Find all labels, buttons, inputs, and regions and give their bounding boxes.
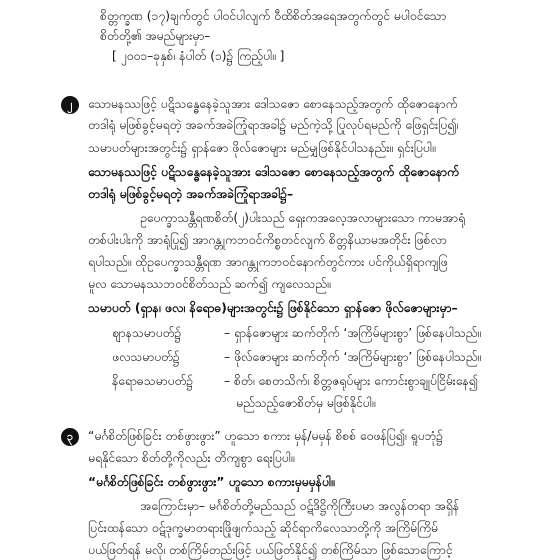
samapatti-desc: – ရှာန်ဇောများ ဆက်တိုက် ‘အကြိမ်များစွာ’ ဖြစ်နေပါသည်။ xyxy=(224,326,482,340)
answer-heading-line-1: သောမနဿဖြင့် ပဋိသန္ဓေနေခဲ့သူအား ဒေါသဇော စောနေသည့်အတွက် ထိုဇောနောက် xyxy=(88,165,459,179)
answer-heading: “မင်္ဂစိတ်ဖြစ်ခြင်း တစ်ဖွားဖွား” ဟူသော စကားမှမမှန်ပါ။ xyxy=(88,475,335,489)
question-line-2: မရနိုင်သော စိတ်တို့ကိုလည်း တိကျစွာ ရေးပြပါ။ xyxy=(88,451,295,465)
question-number-badge: ၂ xyxy=(61,96,79,114)
samapatti-desc-continued: မည်သည့်ဇောစိတ်မှ မဖြစ်နိုင်ပါ။ xyxy=(236,396,376,410)
paragraph-line-1: အကြောင်းမှာ– မင်္ဂစိတ်တို့မည်သည် ဝဋ်ဒိဋ္ဌိကိုကြီးပမာ အလွန်တရာ အရှိန် xyxy=(140,499,460,513)
question-line-1: “မင်္ဂစိတ်ဖြစ်ခြင်း တစ်ဖွားဖွား” ဟူသော စကား မှန်/မမှန် စိစစ် ဝေဖန်ပြ၍၊ ရူပဘုံ၌ xyxy=(88,429,444,443)
paragraph-line-2: ပြင်းထန်သော ဝဋ်ဒုက္ခမာတရားဖြိုဖျက်သည့် ဆိုင်ရာကိလေသာတို့ကို အကြိမ်ကြိမ် xyxy=(88,521,438,535)
samapatti-term: ဈာနသမာပတ်၌ xyxy=(112,326,182,340)
question-line-2: တဒါရုံ မဖြစ်ခွင့်မရတဲ့ အခက်အခဲကြုံရာအခါ၌ မည်ကဲ့သို့ ပြုလုပ်ရမည်ကို ဖြေရှင်းပြ၍၊ xyxy=(88,118,459,132)
question-line-1: သောမနဿဖြင့် ပဋိသန္ဓေနေခဲ့သူအား ဒေါသဇော စောနေသည့်အတွက် ထိုဇောနောက် xyxy=(88,97,458,111)
paragraph-line-1: ဥပေက္ခာသန္တီရဏစိတ်(၂)ပါးသည် ရှေးကအလေ့အလာများသော ကာမအာရုံ xyxy=(140,211,466,225)
paragraph-line-4: မူလ သောမနဿဘဝင်စိတ်သည် ဆက်၍ ကျလေသည်။ xyxy=(88,277,331,291)
intro-line-2: စိတ်တို့၏ အမည်များမှာ– xyxy=(100,29,211,43)
samapatti-term: နိရောဓသမာပတ်၌ xyxy=(112,374,194,388)
answer-heading-line-2: တဒါရုံ မဖြစ်ခွင့်မရတဲ့ အခက်အခဲကြုံရာအခါ၌– xyxy=(88,187,294,201)
paragraph-line-3: ရပါသည်။ ထိုဥပေက္ခာသန္တီရဏ အာဂန္တုကဘဝင်နောက်တွင်ကား ပင်ကိုယ်ရှိရာကျဖြ xyxy=(88,255,448,269)
paragraph-line-2: တစ်ပါးပါးကို အာရုံပြု၍ အာဂန္တုကဘဝင်ကိစ္စတင်လျက် စိတ္တနိယာမအတိုင်း ဖြစ်လာ xyxy=(88,233,447,247)
question-number-badge: ၃ xyxy=(61,428,79,446)
samapatti-heading: သမာပတ် (ရှာန၊ ဖလ၊ နိရောဓ)များအတွင်း၌ ဖြစ်နိုင်သော ရှာန်ဇော ဖိုလ်ဇောများမှာ– xyxy=(88,301,458,315)
samapatti-term: ဖလသမာပတ်၌ xyxy=(112,350,180,364)
samapatti-desc: – စိတ်၊ စေတသိက်၊ စိတ္တဇရုပ်များ ကောင်းစွာချုပ်ငြိမ်းနေ၍ xyxy=(224,374,478,388)
intro-line-1: စိတ္တက္ခဏ (၁၇)ချက်တွင် ပါဝင်ပါလျက် ဝီထိစိတ်အရေအတွက်တွင် မပါဝင်သော xyxy=(100,9,447,23)
samapatti-desc: – ဖိုလ်ဇောများ ဆက်တိုက် ‘အကြိမ်များစွာ’ ဖြစ်နေပါသည်။ xyxy=(224,350,482,364)
intro-citation: [ ၂၀၀၁–ခုနှစ်၊ နံပါတ် (၁)၌ ကြည့်ပါ။ ] xyxy=(112,49,285,63)
paragraph-line-3: ပယ်ဖြတ်ရန် မလို၊ တစ်ကြိမ်တည်းဖြင့် ပယ်ဖြတ်နိုင်၍ တစ်ကြိမ်သာ ဖြစ်သောကြောင့် xyxy=(88,543,453,557)
question-line-3: သမာပတ်များအတွင်း၌ ရှာန်ဇော ဖိုလ်ဇောများ မည်မျှဖြစ်နိုင်ပါသနည်း။ ရှင်းပြပါ။ xyxy=(88,141,436,155)
